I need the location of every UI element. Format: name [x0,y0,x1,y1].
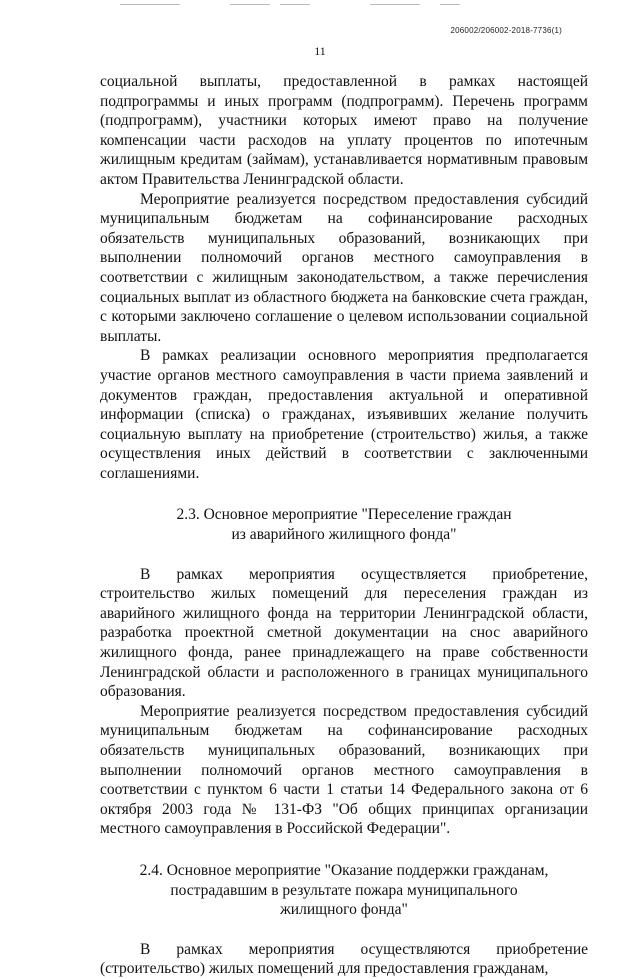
heading-line: 2.3. Основное мероприятие "Переселение граждан [176,506,512,524]
section-heading-2-4 [100,861,588,920]
paragraph: социальной выплаты, предоставленной в рамках настоящей подпрограммы и иных программ (подпрограмм). Перечень программ (подпрограмм), участники которых имеют право на получение компенсации части расходов на уплату процентов по ипотечным жилищным кредитам (займам), устанавливается нормативным правовым актом Правительства Ленинградской области. [100,73,588,188]
heading-line: из аварийного жилищного фонда" [231,526,457,544]
section-heading-2-3 [100,505,588,544]
paragraph: Мероприятие реализуется посредством предоставления субсидий муниципальным бюджетам на софинансирование расходных обязательств муниципальных образований, возникающих при выполнении полномочий органов местного самоуправления в соответствии с жилищным законодательством, а также перечисления социальных выплат из областного бюджета на банковские счета граждан, с которыми заключено соглашение о целевом использовании социальной выплаты. [100,190,588,345]
paragraph: В рамках мероприятия осуществляются приобретение (строительство) жилых помещений для предоставления гражданам, [100,940,588,978]
paragraph: В рамках реализации основного мероприятия предполагается участие органов местного самоуправления в части приема заявлений и документов граждан, предоставления актуальной и оперативной информации (списка) о гражданах, изъявивших желание получить социальную выплату на приобретение (строительство) жилья, а также осуществления иных действий в соответствии с заключенными соглашениями. [100,347,588,482]
heading-line: пострадавшим в результате пожара муниципального [170,881,518,899]
document-id: 206002/206002-2018-7736(1) [450,26,562,35]
paragraph: Мероприятие реализуется посредством предоставления субсидий муниципальным бюджетам на софинансирование расходных обязательств муниципальных образований, возникающих при выполнении полномочий органов местного самоуправления в соответствии с пунктом 6 части 1 статьи 14 Федерального закона от 6 октября 2003 года № 131-ФЗ "Об общих принципах организации местного самоуправления в Российской Федерации". [100,702,588,838]
page-number: 11 [314,44,326,58]
page-body [100,72,588,979]
heading-line: 2.4. Основное мероприятие "Оказание поддержки гражданам, [139,861,549,879]
heading-line: жилищного фонда" [280,901,408,919]
scan-artifact-marks [110,2,530,8]
paragraph: В рамках мероприятия осуществляется приобретение, строительство жилых помещений для переселения граждан из аварийного жилищного фонда на территории Ленинградской области, разработка проектной сметной документации на снос аварийного жилищного фонда, ранее принадлежащего на праве собственности Ленинградской области и расположенного в границах муниципального образования. [100,565,588,701]
